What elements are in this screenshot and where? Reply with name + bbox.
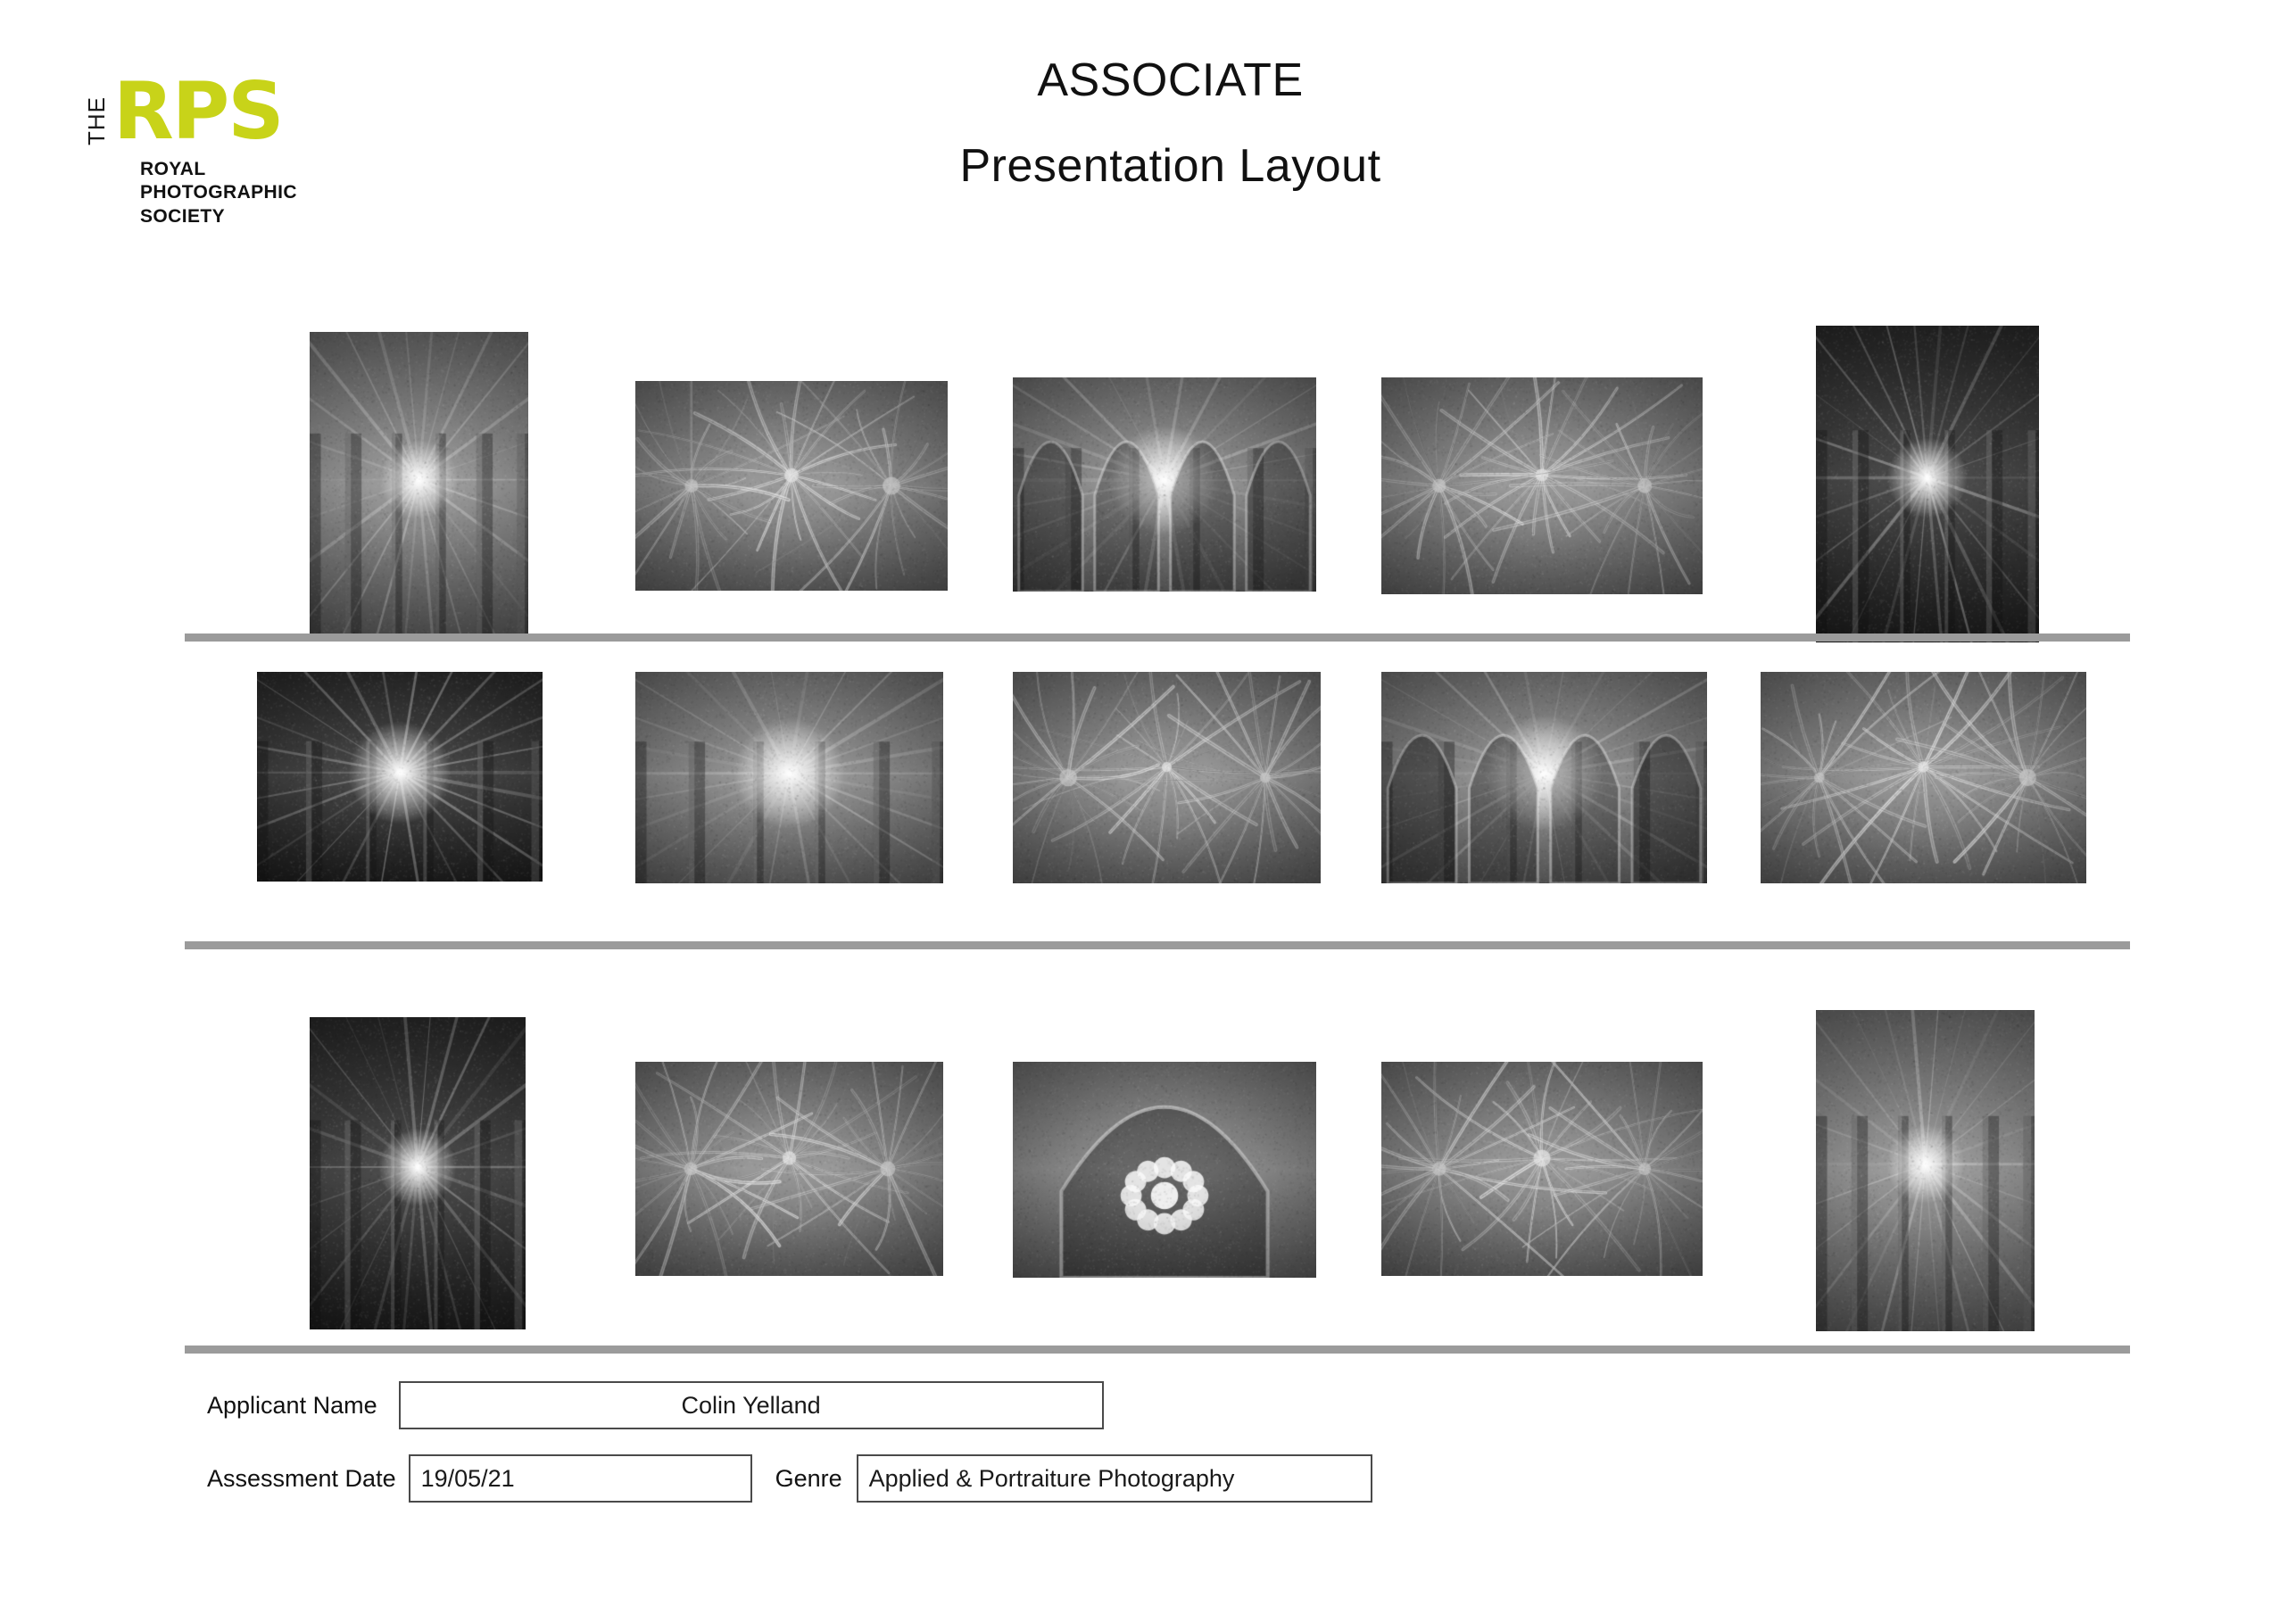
logo-society-line-2: PHOTOGRAPHIC <box>140 182 297 203</box>
photo-2-1[interactable] <box>257 672 543 882</box>
genre-label: Genre <box>775 1464 842 1492</box>
photo-3-1[interactable] <box>310 1017 526 1329</box>
applicant-name-label: Applicant Name <box>207 1391 377 1419</box>
logo-rps-text: RPS <box>113 65 283 158</box>
applicant-name-value: Colin Yelland <box>681 1391 821 1419</box>
photo-1-2[interactable] <box>635 381 948 591</box>
row-divider-3 <box>185 1346 2130 1354</box>
assessment-date-value: 19/05/21 <box>420 1464 515 1492</box>
image-row-2 <box>0 629 2296 964</box>
photo-2-2[interactable] <box>635 672 943 883</box>
rps-logo <box>85 67 370 228</box>
photo-3-2[interactable] <box>635 1062 943 1276</box>
photo-1-4[interactable] <box>1381 377 1703 594</box>
image-row-1 <box>0 294 2296 629</box>
logo-the-text: THE <box>83 96 110 145</box>
logo-society-text <box>140 158 370 228</box>
image-row-3 <box>0 964 2296 1298</box>
presentation-panel <box>0 294 2296 1298</box>
row-divider-2 <box>185 941 2130 949</box>
page-title: ASSOCIATE <box>1037 54 1304 106</box>
assessment-date-field[interactable] <box>409 1454 752 1503</box>
logo-wordmark <box>83 65 370 158</box>
genre-value: Applied & Portraiture Photography <box>868 1464 1235 1492</box>
page-subtitle: Presentation Layout <box>959 140 1381 192</box>
photo-1-3[interactable] <box>1013 377 1316 592</box>
logo-society-line-1: ROYAL <box>140 159 206 179</box>
photo-2-5[interactable] <box>1761 672 2086 883</box>
photo-2-3[interactable] <box>1013 672 1321 883</box>
photo-2-4[interactable] <box>1381 672 1707 883</box>
page-header <box>0 0 2296 294</box>
applicant-name-field[interactable] <box>399 1381 1104 1429</box>
applicant-name-row <box>207 1381 1104 1429</box>
photo-1-5[interactable] <box>1816 326 2039 642</box>
assessment-date-row <box>207 1454 1372 1503</box>
photo-3-3[interactable] <box>1013 1062 1316 1278</box>
photo-3-4[interactable] <box>1381 1062 1703 1276</box>
photo-3-5[interactable] <box>1816 1010 2035 1331</box>
photo-1-1[interactable] <box>310 332 528 640</box>
genre-field[interactable] <box>857 1454 1372 1503</box>
logo-society-line-3: SOCIETY <box>140 205 225 227</box>
assessment-date-label: Assessment Date <box>207 1464 396 1492</box>
